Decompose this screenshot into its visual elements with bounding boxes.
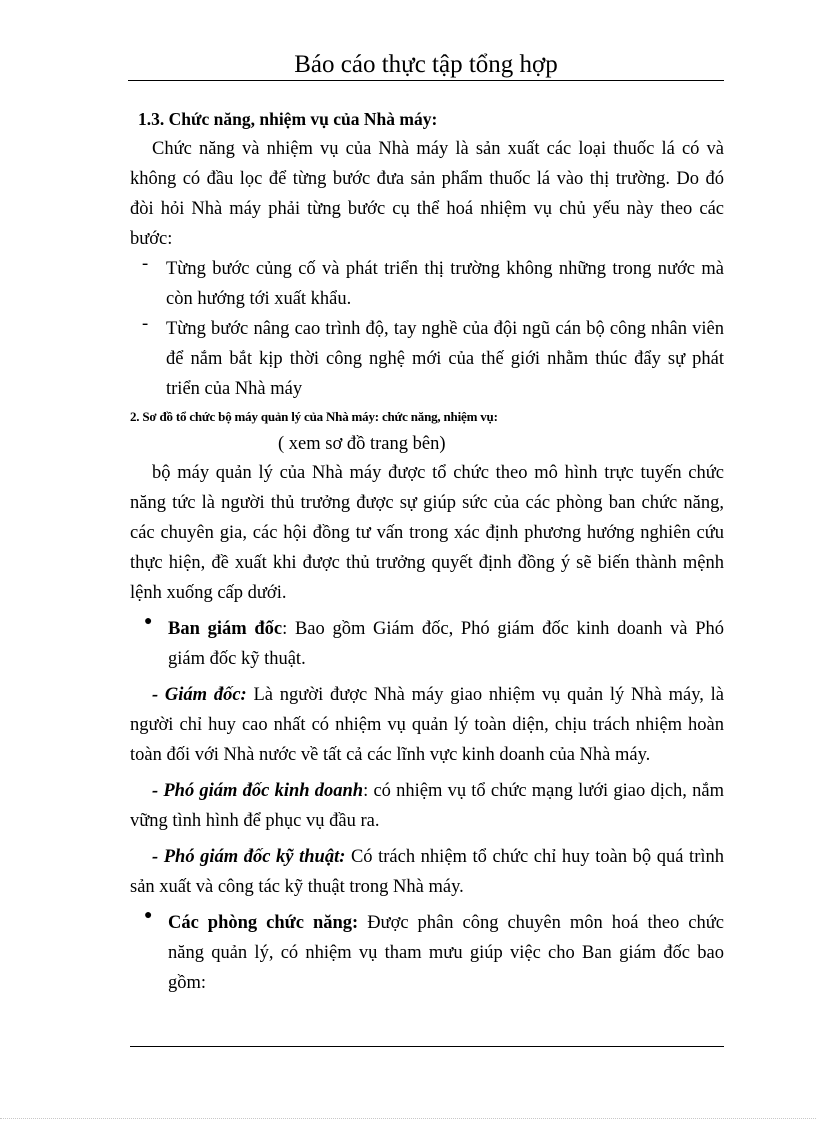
pgd-kinh-doanh-text: : có nhiệm vụ tổ chức mạng lưới giao dịch, nắm	[363, 781, 724, 801]
paragraph-line: toàn đối với Nhà nước về tất cả các lĩnh vực kinh doanh của Nhà máy.	[130, 745, 651, 765]
bullet-line: năng quản lý, có nhiệm vụ tham mưu giúp việc cho Ban giám đốc bao	[168, 943, 724, 963]
bullet-line	[168, 908, 724, 938]
paragraph-line: năng tức là người thủ trưởng được sự giúp sức của các phòng ban chức năng,	[130, 493, 724, 513]
paragraph-line: bước:	[130, 229, 173, 249]
bullet-marker: ●	[144, 908, 153, 923]
section-1-3-paragraph	[130, 134, 724, 254]
paragraph-line: đòi hỏi Nhà máy phải từng bước cụ thể hoá nhiệm vụ chủ yếu này theo các	[130, 199, 724, 219]
pgd-ky-thuat-label: - Phó giám đốc kỹ thuật:	[152, 847, 346, 867]
page-bottom-dotted-border	[0, 1118, 816, 1119]
bullet-line: giám đốc kỹ thuật.	[168, 649, 306, 669]
pgd-ky-thuat-text: Có trách nhiệm tổ chức chỉ huy toàn bộ quá trình	[345, 847, 724, 867]
pgd-kinh-doanh-paragraph	[130, 776, 724, 836]
paragraph-line	[130, 842, 724, 872]
dash-list-item	[130, 314, 724, 404]
list-item-line: triển của Nhà máy	[166, 379, 303, 399]
dash-marker: -	[142, 254, 149, 274]
diagram-reference-note: ( xem sơ đồ trang bên)	[278, 434, 446, 454]
bullet-marker: ●	[144, 614, 153, 629]
dash-list-item	[130, 254, 724, 314]
pgd-kinh-doanh-label: - Phó giám đốc kinh doanh	[152, 781, 364, 801]
list-item-line: để nắm bắt kịp thời công nghệ mới của thế giới nhằm thúc đẩy sự phát	[166, 349, 724, 369]
giam-doc-paragraph	[130, 680, 724, 770]
bullet-line	[168, 614, 724, 644]
giam-doc-text: Là người được Nhà máy giao nhiệm vụ quản lý Nhà máy, là	[246, 685, 724, 705]
header-rule	[128, 80, 724, 81]
phong-chuc-nang-text: Được phân công chuyên môn hoá theo chức	[358, 913, 724, 933]
pgd-ky-thuat-paragraph	[130, 842, 724, 902]
ban-giam-doc-text: : Bao gồm Giám đốc, Phó giám đốc kinh doanh và Phó	[282, 619, 724, 639]
dash-marker: -	[142, 314, 149, 334]
footer-rule	[130, 1046, 724, 1047]
paragraph-line: không có đầu lọc để từng bước đưa sản phẩm thuốc lá vào thị trường. Do đó	[130, 169, 724, 189]
bullet-phong-chuc-nang	[130, 908, 724, 998]
section-1-3-heading: 1.3. Chức năng, nhiệm vụ của Nhà máy:	[138, 109, 438, 129]
list-item-line: Từng bước củng cố và phát triển thị trường không những trong nước mà	[166, 259, 724, 279]
paragraph-line: bộ máy quản lý của Nhà máy được tổ chức theo mô hình trực tuyến chức	[152, 463, 724, 483]
paragraph-line: vững tình hình để phục vụ đầu ra.	[130, 811, 380, 831]
paragraph-line: các chuyên gia, các hội đồng tư vấn trong xác định phương hướng nghiên cứu	[130, 523, 724, 543]
paragraph-line: Chức năng và nhiệm vụ của Nhà máy là sản xuất các loại thuốc lá có và	[152, 139, 724, 159]
paragraph-line	[130, 680, 724, 710]
ban-giam-doc-label: Ban giám đốc	[168, 619, 283, 639]
paragraph-line: người chỉ huy cao nhất có nhiệm vụ quản lý toàn diện, chịu trách nhiệm hoàn	[130, 715, 724, 735]
paragraph-line: thực hiện, đề xuất khi được thủ trưởng quyết định đồng ý sẽ biến thành mệnh	[130, 553, 724, 573]
giam-doc-label: - Giám đốc:	[152, 685, 247, 705]
page-header-title: Báo cáo thực tập tổng hợp	[294, 51, 558, 78]
paragraph-line: sản xuất và công tác kỹ thuật trong Nhà máy.	[130, 877, 464, 897]
phong-chuc-nang-label: Các phòng chức năng:	[168, 913, 359, 933]
section-2-paragraph	[130, 458, 724, 608]
bullet-ban-giam-doc	[130, 614, 724, 674]
bullet-line: gồm:	[168, 973, 207, 993]
paragraph-line	[130, 776, 724, 806]
section-2-heading: 2. Sơ đồ tổ chức bộ máy quản lý của Nhà máy: chức năng, nhiệm vụ:	[130, 409, 498, 424]
page-content	[130, 104, 724, 998]
list-item-line: Từng bước nâng cao trình độ, tay nghề của đội ngũ cán bộ công nhân viên	[166, 319, 724, 339]
paragraph-line: lệnh xuống cấp dưới.	[130, 583, 287, 603]
list-item-line: còn hướng tới xuất khẩu.	[166, 289, 352, 309]
